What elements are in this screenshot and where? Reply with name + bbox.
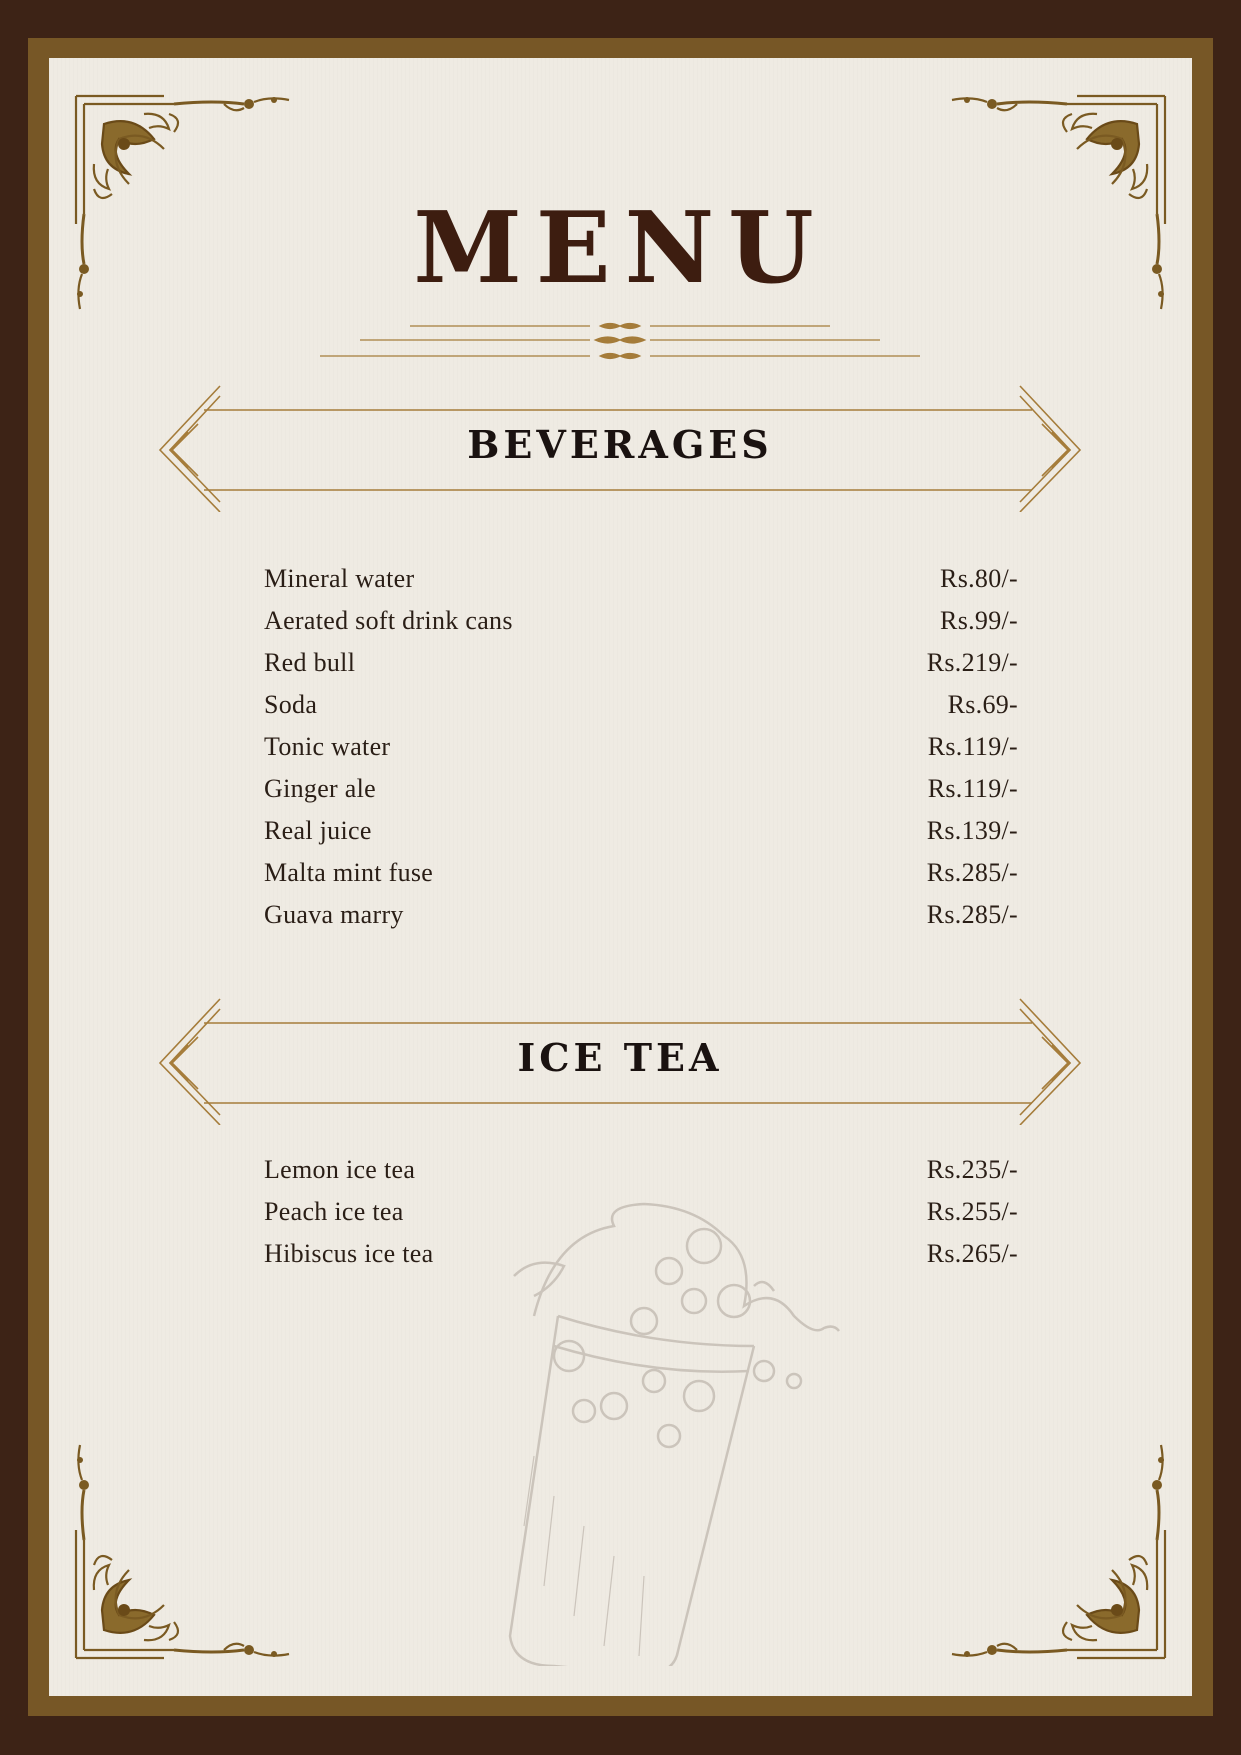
list-item: [264, 648, 1018, 690]
item-price: Rs.265/-: [926, 1239, 1018, 1268]
list-item: [264, 816, 1018, 858]
item-name: Peach ice tea: [264, 1197, 404, 1226]
item-price: Rs.255/-: [926, 1197, 1018, 1226]
item-name: Ginger ale: [264, 774, 377, 803]
item-name: Malta mint fuse: [264, 858, 434, 887]
item-name: Guava marry: [264, 900, 404, 929]
list-item: [264, 774, 1018, 816]
ice-tea-list: [264, 1155, 1018, 1281]
list-item: [264, 606, 1018, 648]
item-price: Rs.285/-: [926, 858, 1018, 887]
section-banner-ice-tea: [158, 997, 1082, 1125]
corner-ornament-icon: [74, 1430, 304, 1660]
section-banner-beverages: [158, 384, 1082, 512]
list-item: [264, 900, 1018, 942]
item-price: Rs.235/-: [926, 1155, 1018, 1184]
item-price: Rs.285/-: [926, 900, 1018, 929]
divider-ornament-icon: [320, 318, 920, 364]
item-name: Hibiscus ice tea: [264, 1239, 434, 1268]
list-item: [264, 1155, 1018, 1197]
item-price: Rs.80/-: [940, 564, 1018, 593]
item-name: Mineral water: [264, 564, 415, 593]
menu-title: MENU: [413, 191, 828, 306]
item-price: Rs.99/-: [940, 606, 1018, 635]
section-title: ICE TEA: [517, 1035, 723, 1080]
item-name: Soda: [264, 690, 318, 719]
item-name: Aerated soft drink cans: [264, 606, 513, 635]
list-item: [264, 564, 1018, 606]
item-price: Rs.119/-: [927, 732, 1018, 761]
item-name: Real juice: [264, 816, 372, 845]
corner-ornament-icon: [937, 1430, 1167, 1660]
item-name: Tonic water: [264, 732, 391, 761]
section-title: BEVERAGES: [467, 422, 773, 467]
item-price: Rs.119/-: [927, 774, 1018, 803]
list-item: [264, 858, 1018, 900]
item-name: Lemon ice tea: [264, 1155, 416, 1184]
item-price: Rs.139/-: [926, 816, 1018, 845]
item-price: Rs.69-: [947, 690, 1018, 719]
item-name: Red bull: [264, 648, 356, 677]
list-item: [264, 1197, 1018, 1239]
item-price: Rs.219/-: [926, 648, 1018, 677]
list-item: [264, 1239, 1018, 1281]
list-item: [264, 690, 1018, 732]
beverages-list: [264, 564, 1018, 942]
list-item: [264, 732, 1018, 774]
